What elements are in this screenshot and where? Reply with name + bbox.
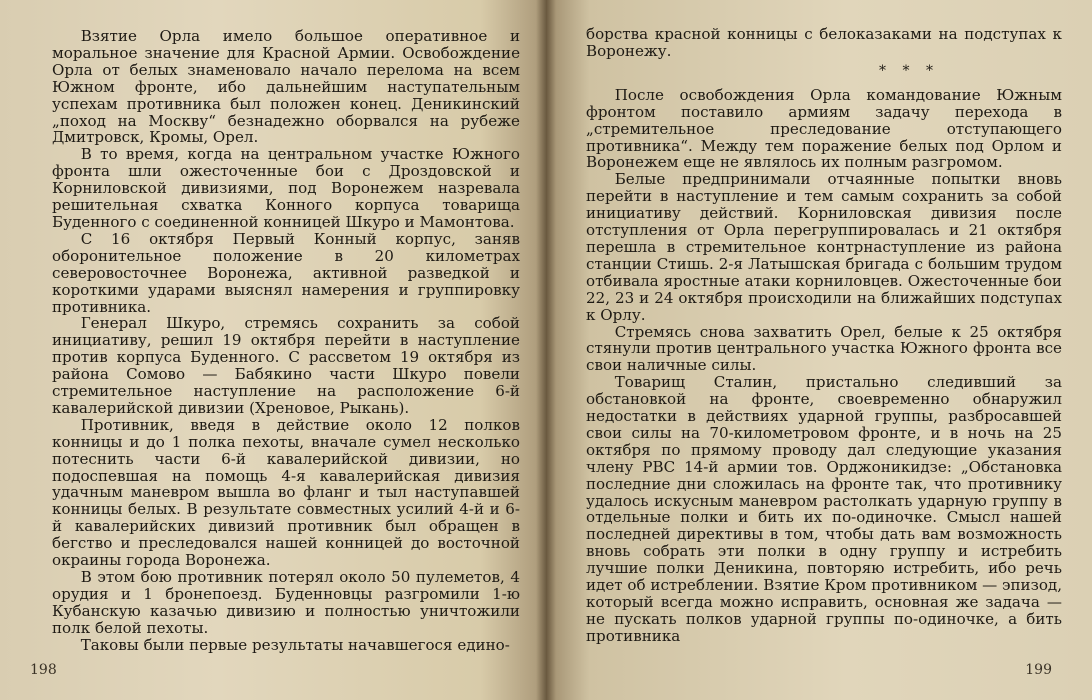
right-continuation: борства красной конницы с белоказаками на подступах к Воронежу.: [586, 25, 1062, 60]
left-paragraph-1: Взятие Орла имело большое оперативное и моральное значение для Красной Армии. Освобождение Орла от белых знаменовало начало перелома на всем Южном фронте, ибо дальнейшим наступательным успехам противника был положен конец. Деникинский „поход на Москву“ безнадежно оборвался на рубеже Дмитровск, Кромы, Орел.: [52, 27, 520, 147]
left-paragraph-2: В то время, когда на центральном участке Южного фронта шли ожесточенные бои с Дроздовской и Корниловской дивизиями, под Воронежем назревала решительная схватка Конного корпуса товарища Буденного с соединенной конницей Шкуро и Мамонтова.: [52, 145, 520, 231]
left-paragraph-4: Генерал Шкуро, стремясь сохранить за собой инициативу, решил 19 октября перейти в наступление против корпуса Буденного. С рассветом 19 октября из района Сомово — Бабякино части Шкуро повели стремительное наступление на расположение 6-й кавалерийской дивизии (Хреновое, Рыкань).: [52, 314, 520, 417]
right-paragraph-2: Белые предпринимали отчаянные попытки вновь перейти в наступление и тем самым сохранить за собой инициативу действий. Корниловская дивизия после отступления от Орла перегруппировалась и 21 октября перешла в стремительное контрнаступление из района станции Стишь. 2-я Латышская бригада с большим трудом отбивала яростные атаки корниловцев. Ожесточенные бои 22, 23 и 24 октября происходили на ближайших подступах к Орлу.: [586, 170, 1062, 324]
right-page: [546, 0, 1092, 700]
left-paragraph-7: Таковы были первые результаты начавшегося едино-: [80, 635, 510, 654]
left-page-number: 198: [30, 662, 57, 678]
left-paragraph-3: С 16 октября Первый Конный корпус, заняв оборонительное положение в 20 километрах северовосточнее Воронежа, активной разведкой и короткими ударами выяснял намерения и группировку противника.: [52, 229, 520, 316]
section-separator: * * *: [879, 62, 939, 79]
right-paragraph-1: После освобождения Орла командование Южным фронтом поставило армиям задачу перехода в „стремительное преследование отступающего противника“. Между тем поражение белых под Орлом и Воронежем еще не являлось их полным разгромом.: [586, 85, 1062, 172]
right-paragraph-3: Стремясь снова захватить Орел, белые к 25 октября стянули против центрального участка Южного фронта все свои наличные силы.: [586, 322, 1062, 375]
left-paragraph-6: В этом бою противник потерял около 50 пулеметов, 4 орудия и 1 бронепоезд. Буденновцы разгромили 1-ю Кубанскую казачью дивизию и полностью уничтожили полк белой пехоты.: [52, 568, 520, 637]
right-page-number: 199: [1025, 662, 1052, 678]
left-paragraph-5: Противник, введя в действие около 12 полков конницы и до 1 полка пехоты, вначале сумел несколько потеснить части 6-й кавалерийской дивизии, но подоспевшая на помощь 4-я кавалерийская дивизия удачным маневром вышла во фланг и тыл наступавшей конницы белых. В результате совместных усилий 4-й и 6-й кавалерийских дивизий противник был обращен в бегство и преследовался нашей конницей до восточной окраины города Воронежа.: [52, 415, 520, 570]
right-paragraph-4: Товарищ Сталин, пристально следивший за обстановкой на фронте, своевременно обнаружил недостатки в действиях ударной группы, разбросавшей свои силы на 70-километровом фронте, и в ночь на 25 октября по прямому проводу дал следующие указания члену РВС 14-й армии тов. Орджоникидзе: „Обстановка последние дни сложилась на фронте так, что противнику удалось искусным маневром растолкать ударную группу в отдельные полки и бить их по-одиночке. Смысл нашей последней директивы в том, чтобы дать вам возможность вновь собрать эти полки в одну группу и истребить лучшие полки Деникина, повторяю истребить, ибо речь идет об истреблении. Взятие Кром противником — эпизод, который всегда можно исправить, основная же задача — не пускать полков ударной группы по-одиночке, а бить противника: [586, 373, 1062, 645]
